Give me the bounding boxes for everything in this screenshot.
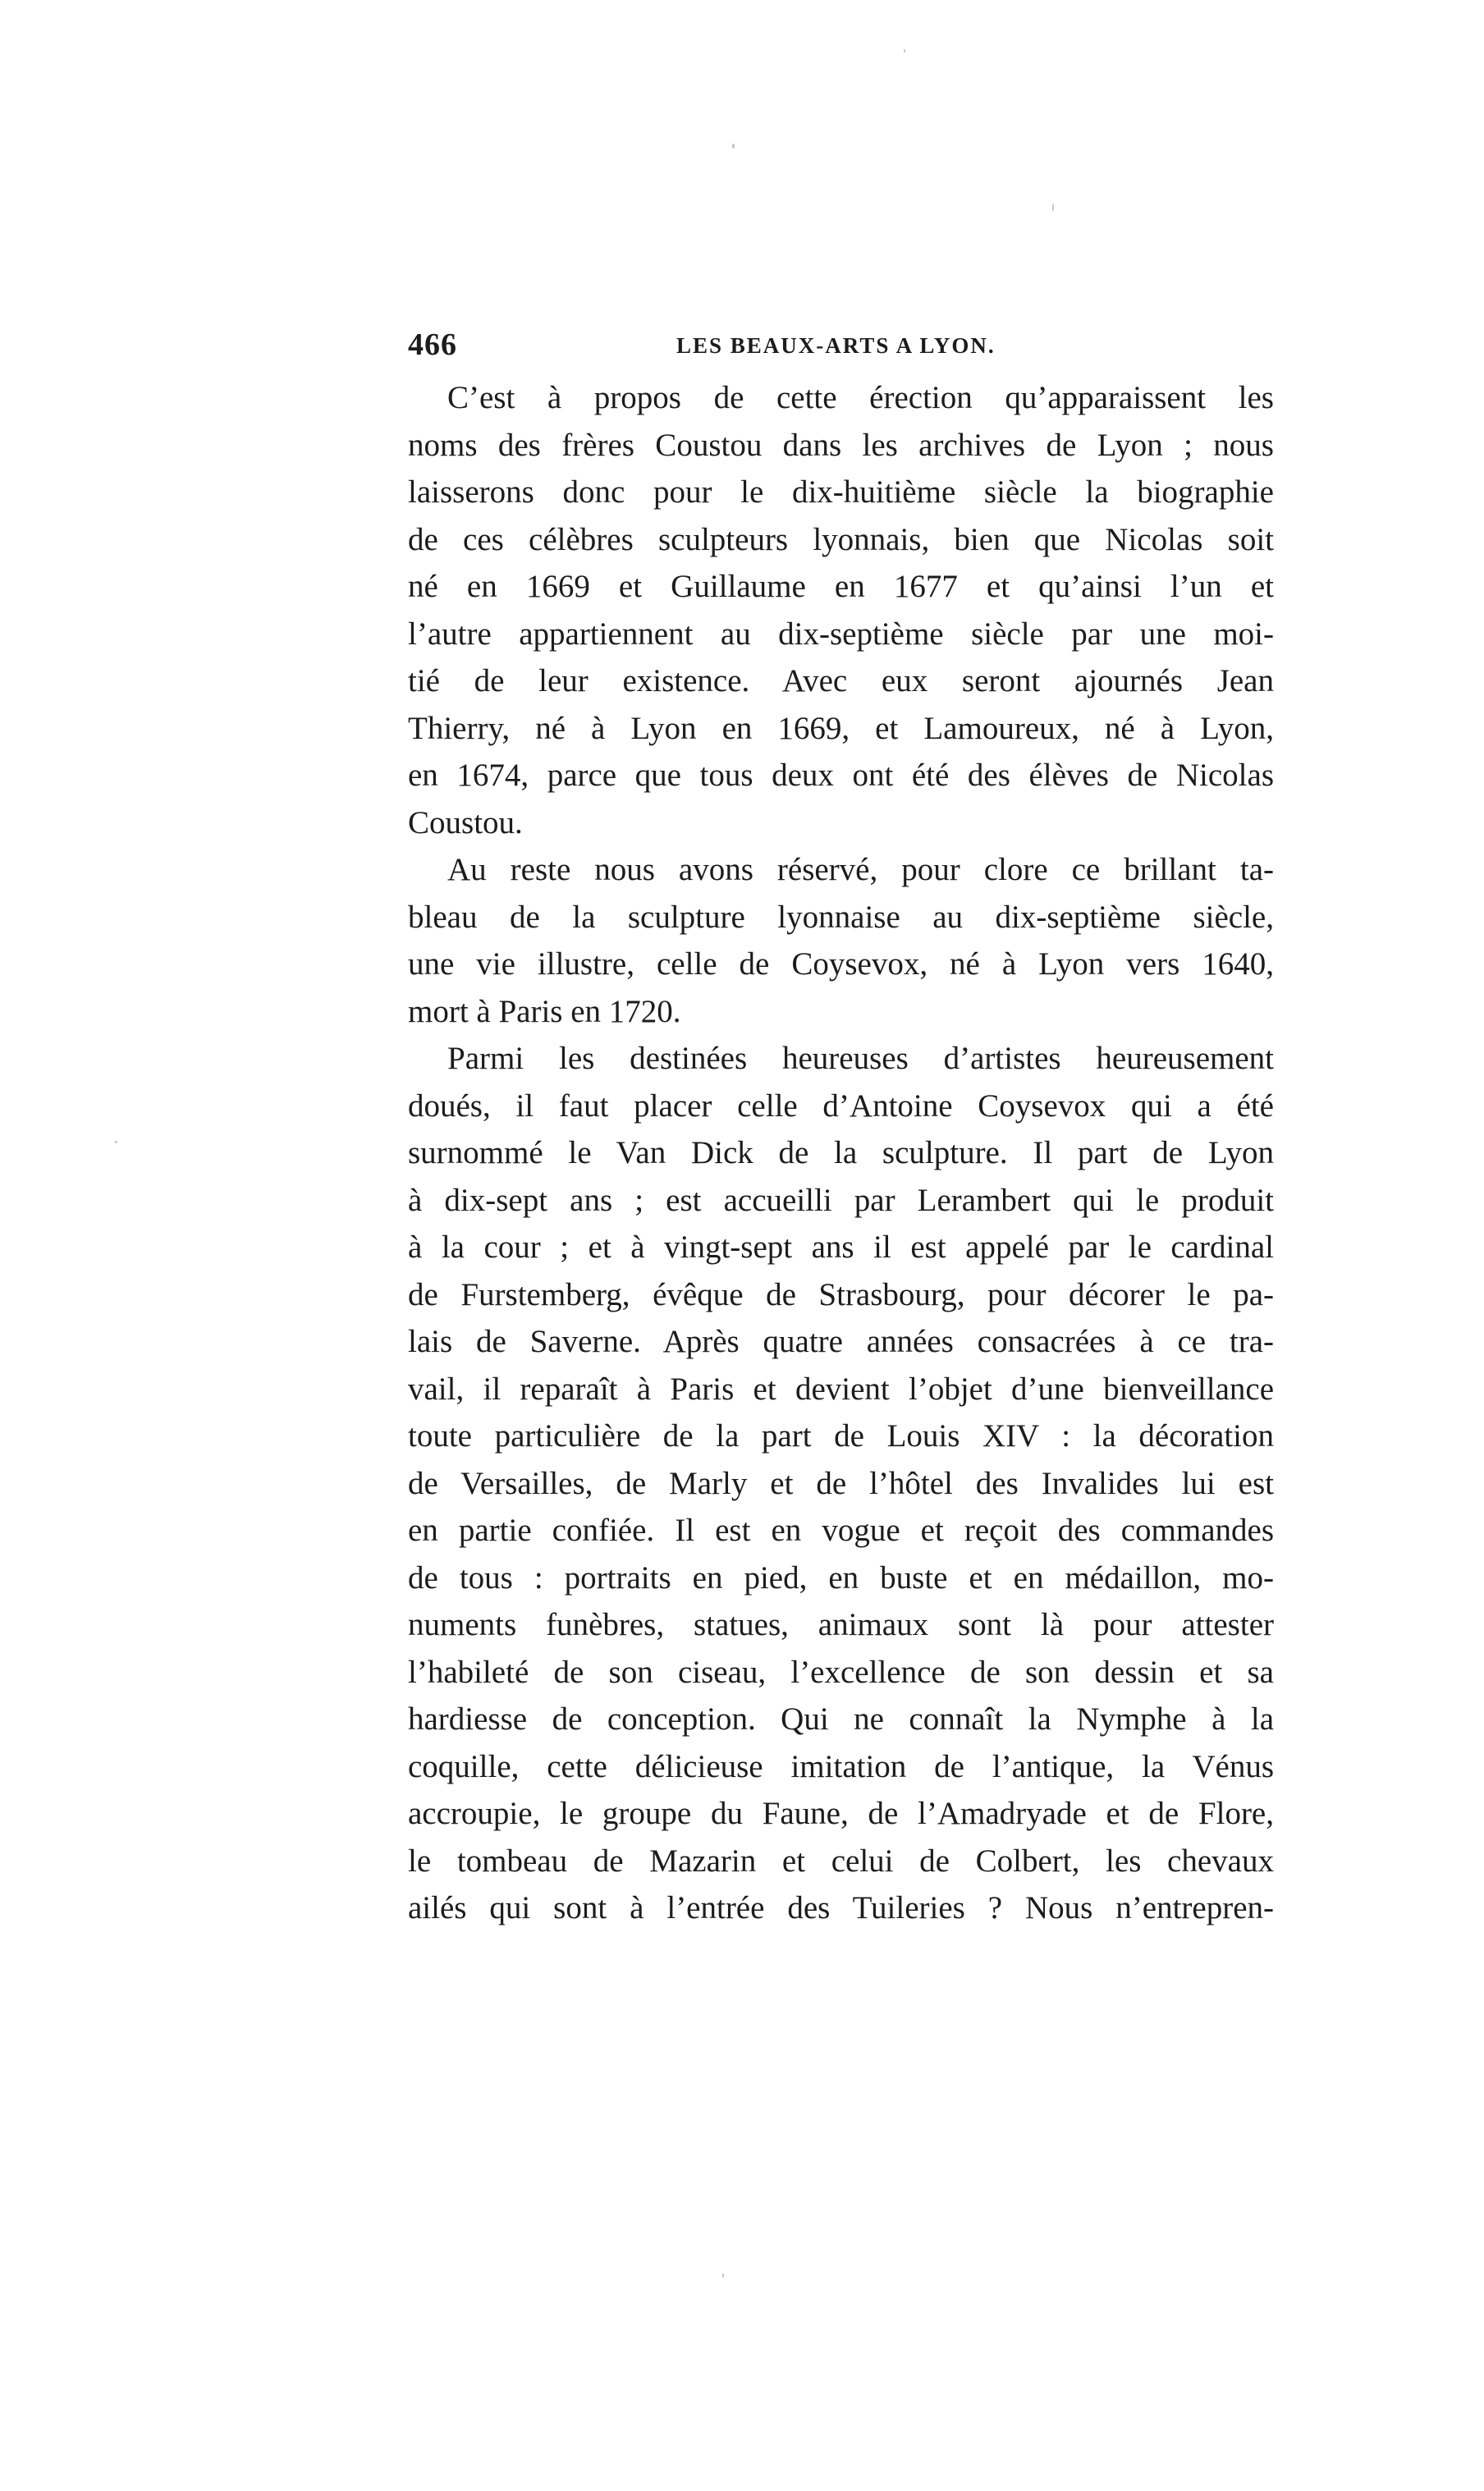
text-line: noms des frères Coustou dans les archives de Lyon ; nous (408, 427, 1274, 463)
text-line: le tombeau de Mazarin et celui de Colbert, les chevaux (408, 1843, 1274, 1879)
text-line: lais de Saverne. Après quatre années consacrées à ce tra- (408, 1324, 1274, 1359)
text-line: à la cour ; et à vingt-sept ans il est appelé par le cardinal (408, 1229, 1274, 1265)
text-line: surnommé le Van Dick de la sculpture. Il part de Lyon (408, 1135, 1274, 1170)
scan-speck (115, 1141, 117, 1143)
text-line: de Furstemberg, évêque de Strasbourg, pour décorer le pa- (408, 1276, 1274, 1312)
scan-speck (732, 144, 735, 149)
text-line: né en 1669 et Guillaume en 1677 et qu’ainsi l’un et (408, 569, 1274, 604)
text-line: en 1674, parce que tous deux ont été des élèves de Nicolas (408, 758, 1274, 793)
text-line: vail, il reparaît à Paris et devient l’objet d’une bienveillance (408, 1371, 1274, 1407)
text-line: en partie confiée. Il est en vogue et reçoit des commandes (408, 1513, 1274, 1548)
scan-speck (904, 49, 905, 53)
scan-speck (1052, 204, 1054, 212)
text-line: accroupie, le groupe du Faune, de l’Amadryade et de Flore, (408, 1796, 1274, 1831)
text-line: laisserons donc pour le dix-huitième siècle la biographie (408, 474, 1274, 510)
text-line: une vie illustre, celle de Coysevox, né à Lyon vers 1640, (408, 946, 1274, 982)
text-line: tié de leur existence. Avec eux seront ajournés Jean (408, 663, 1274, 698)
text-line: l’autre appartiennent au dix-septième siècle par une moi- (408, 616, 1274, 652)
text-line: Thierry, né à Lyon en 1669, et Lamoureux, né à Lyon, (408, 710, 1274, 746)
text-line: bleau de la sculpture lyonnaise au dix-septième siècle, (408, 899, 1274, 935)
text-line: doués, il faut placer celle d’Antoine Coysevox qui a été (408, 1088, 1274, 1124)
scan-speck (722, 2273, 724, 2278)
running-head: LES BEAUX-ARTS A LYON. (676, 333, 996, 358)
text-line: C’est à propos de cette érection qu’apparaissent les (447, 380, 1274, 415)
text-line: ailés qui sont à l’entrée des Tuileries ? Nous n’entrepren- (408, 1890, 1274, 1925)
text-line: Parmi les destinées heureuses d’artistes heureusement (447, 1041, 1274, 1076)
page-number: 466 (408, 327, 457, 362)
text-line: l’habileté de son ciseau, l’excellence de son dessin et sa (408, 1654, 1274, 1690)
text-line: de Versailles, de Marly et de l’hôtel des Invalides lui est (408, 1465, 1274, 1501)
text-line: numents funèbres, statues, animaux sont là pour attester (408, 1607, 1274, 1642)
text-line: hardiesse de conception. Qui ne connaît la Nymphe à la (408, 1701, 1274, 1737)
text-line: Au reste nous avons réservé, pour clore ce brillant ta- (447, 852, 1274, 887)
text-line: toute particulière de la part de Louis XIV : la décoration (408, 1418, 1274, 1454)
text-line: mort à Paris en 1720. (408, 993, 681, 1029)
body-text (408, 374, 1274, 1932)
text-line: Coustou. (408, 804, 523, 840)
page-header (408, 327, 1274, 368)
text-line: coquille, cette délicieuse imitation de l’antique, la Vénus (408, 1748, 1274, 1784)
text-line: de tous : portraits en pied, en buste et en médaillon, mo- (408, 1559, 1274, 1596)
text-line: de ces célèbres sculpteurs lyonnais, bien que Nicolas soit (408, 521, 1274, 557)
text-line: à dix-sept ans ; est accueilli par Lerambert qui le produit (408, 1182, 1274, 1218)
